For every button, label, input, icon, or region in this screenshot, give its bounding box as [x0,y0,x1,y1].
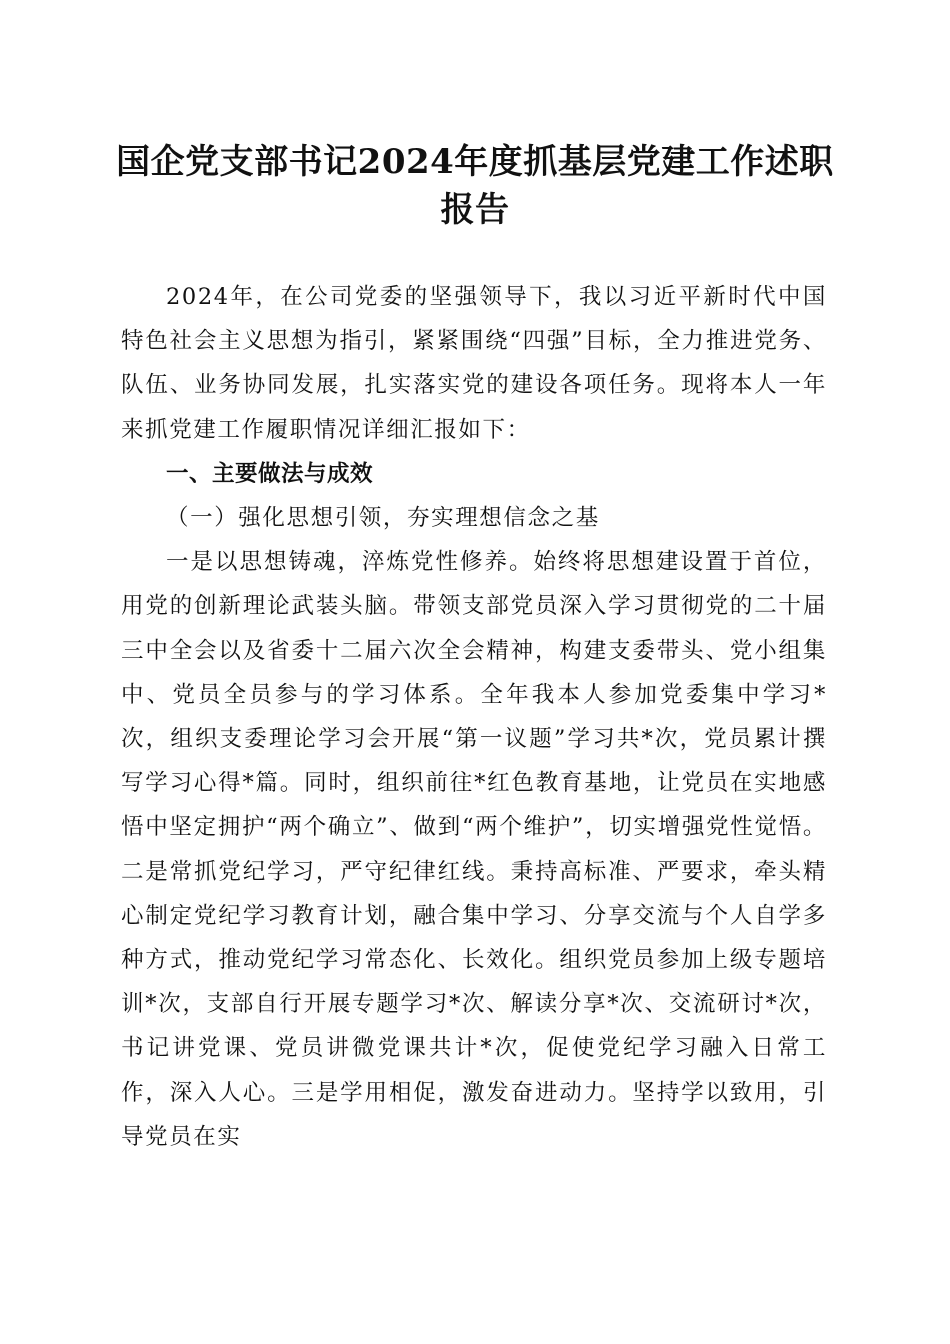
section-heading: 一、主要做法与成效 [166,460,374,487]
body-paragraph: 一是以思想铸魂，淬炼党性修养。始终将思想建设置于首位，用党的创新理论武装头脑。带领支部党员深入学习贯彻党的二十届三中全会以及省委十二届六次全会精神，构建支委带头、党小组集中、党员全员参与的学习体系。全年我本人参加党委集中学习*次，组织支委理论学习会开展“第一议题”学习共*次，党员累计撰写学习心得*篇。同时，组织前往*红色教育基地，让党员在实地感悟中坚定拥护“两个确立”、做到“两个维护”，切实增强党性觉悟。二是常抓党纪学习，严守纪律红线。秉持高标准、严要求，牵头精心制定党纪学习教育计划，融合集中学习、分享交流与个人自学多种方式，推动党纪学习常态化、长效化。组织党员参加上级专题培训*次，支部自行开展专题学习*次、解读分享*次、交流研讨*次，书记讲党课、党员讲微党课共计*次，促使党纪学习融入日常工作，深入人心。三是学用相促，激发奋进动力。坚持学以致用，引导党员在实 [121,549,827,1150]
subsection-heading: （一）强化思想引领，夯实理想信念之基 [166,505,600,532]
document-body [121,275,827,1159]
document-title: 国企党支部书记2024年度抓基层党建工作述职报告 [116,142,834,230]
intro-paragraph: 2024年，在公司党委的坚强领导下，我以习近平新时代中国特色社会主义思想为指引，紧紧围绕“四强”目标，全力推进党务、队伍、业务协同发展，扎实落实党的建设各项任务。现将本人一年来抓党建工作履职情况详细汇报如下： [121,284,827,443]
